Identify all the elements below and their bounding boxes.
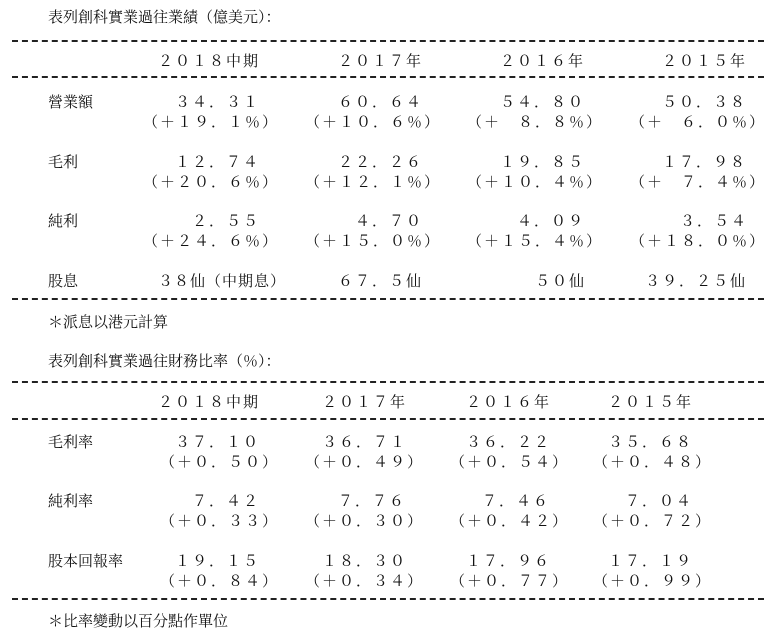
table-cell: ６０．６４ — [338, 93, 424, 111]
table-cell: １８．３０ — [322, 552, 408, 570]
table2-title: 表列創科實業過往財務比率（％）： — [48, 352, 281, 370]
table-cell-change: （＋２０．６％） — [143, 173, 280, 191]
divider — [12, 298, 764, 300]
table2-header-col4: ２０１５年 — [608, 393, 694, 411]
table-cell-change: （＋０．４８） — [593, 453, 713, 471]
table-cell: １２．７４ — [175, 153, 261, 171]
table-cell-change: （＋０．３３） — [160, 512, 280, 530]
table-cell-change: （＋１２．１％） — [305, 173, 442, 191]
table-cell: ６７．５仙 — [338, 272, 424, 290]
row-label: 毛利率 — [48, 433, 94, 451]
table-cell: ３７．１０ — [175, 433, 261, 451]
table-cell: ３９．２５仙 — [645, 272, 748, 290]
table1-header-col2: ２０１７年 — [338, 52, 424, 70]
table-cell-change: （＋０．３４） — [305, 572, 425, 590]
table-cell: １７．９６ — [466, 552, 552, 570]
table-cell-change: （＋０．７７） — [450, 572, 570, 590]
table-cell: ３．５４ — [680, 212, 749, 230]
table-cell: ７．４２ — [192, 492, 261, 510]
table-cell-change: （＋２４．６％） — [143, 232, 280, 250]
table-cell: １９．１５ — [175, 552, 261, 570]
table2-header-col2: ２０１７年 — [322, 393, 408, 411]
row-label: 股本回報率 — [48, 552, 124, 570]
row-label: 股息 — [48, 272, 79, 290]
table-cell-change: （＋０．４９） — [305, 453, 425, 471]
table-cell: ５０仙 — [535, 272, 587, 290]
table-cell-change: （＋０．７２） — [593, 512, 713, 530]
table-cell: ５４．８０ — [500, 93, 586, 111]
table-cell-change: （＋１５．０％） — [305, 232, 442, 250]
table-cell-change: （＋ ６．０％） — [630, 113, 767, 131]
table-cell-change: （＋０．４２） — [450, 512, 570, 530]
table-cell: １９．８５ — [500, 153, 586, 171]
table-cell-change: （＋０．８４） — [160, 572, 280, 590]
table2-header-col3: ２０１６年 — [466, 393, 552, 411]
row-label: 純利 — [48, 212, 79, 230]
table1-header-col1: ２０１８中期 — [158, 52, 261, 70]
table-cell: ４．０９ — [517, 212, 586, 230]
divider — [12, 418, 764, 420]
table-cell-change: （＋０．３０） — [305, 512, 425, 530]
table-cell: ３４．３１ — [175, 93, 261, 111]
table-cell: ２．５５ — [192, 212, 261, 230]
table-cell: １７．９８ — [662, 153, 748, 171]
table1-title: 表列創科實業過往業績（億美元）： — [48, 8, 281, 26]
divider — [12, 381, 764, 383]
table1-header-col4: ２０１５年 — [662, 52, 748, 70]
table2-header-col1: ２０１８中期 — [158, 393, 261, 411]
divider — [12, 598, 764, 600]
table1-note: ＊派息以港元計算 — [48, 313, 169, 331]
table-cell: ３６．７１ — [322, 433, 408, 451]
table-cell-change: （＋１５．４％） — [467, 232, 604, 250]
table-cell-change: （＋０．９９） — [593, 572, 713, 590]
table-cell-change: （＋０．５０） — [160, 453, 280, 471]
table-cell: ７．０４ — [625, 492, 694, 510]
table-cell-change: （＋ ８．８％） — [467, 113, 604, 131]
table-cell: ７．４６ — [482, 492, 551, 510]
table-cell-change: （＋１８．０％） — [630, 232, 767, 250]
row-label: 毛利 — [48, 153, 79, 171]
table-cell: ３６．２２ — [466, 433, 552, 451]
table-cell: ４．７０ — [355, 212, 424, 230]
table-cell: １７．１９ — [608, 552, 694, 570]
table-cell-change: （＋０．５４） — [450, 453, 570, 471]
table-cell: ７．７６ — [338, 492, 407, 510]
table-cell: ５０．３８ — [662, 93, 748, 111]
row-label: 營業額 — [48, 93, 94, 111]
table-cell-change: （＋１９．１％） — [143, 113, 280, 131]
table-cell: ２２．２６ — [338, 153, 424, 171]
divider — [12, 76, 764, 78]
divider — [12, 40, 764, 42]
table-cell: ３８仙（中期息） — [158, 272, 287, 290]
row-label: 純利率 — [48, 492, 94, 510]
table-cell-change: （＋１０．４％） — [467, 173, 604, 191]
table-cell-change: （＋ ７．４％） — [630, 173, 767, 191]
table1-header-col3: ２０１６年 — [500, 52, 586, 70]
table-cell: ３５．６８ — [608, 433, 694, 451]
table2-note: ＊比率變動以百分點作單位 — [48, 612, 229, 630]
table-cell-change: （＋１０．６％） — [305, 113, 442, 131]
